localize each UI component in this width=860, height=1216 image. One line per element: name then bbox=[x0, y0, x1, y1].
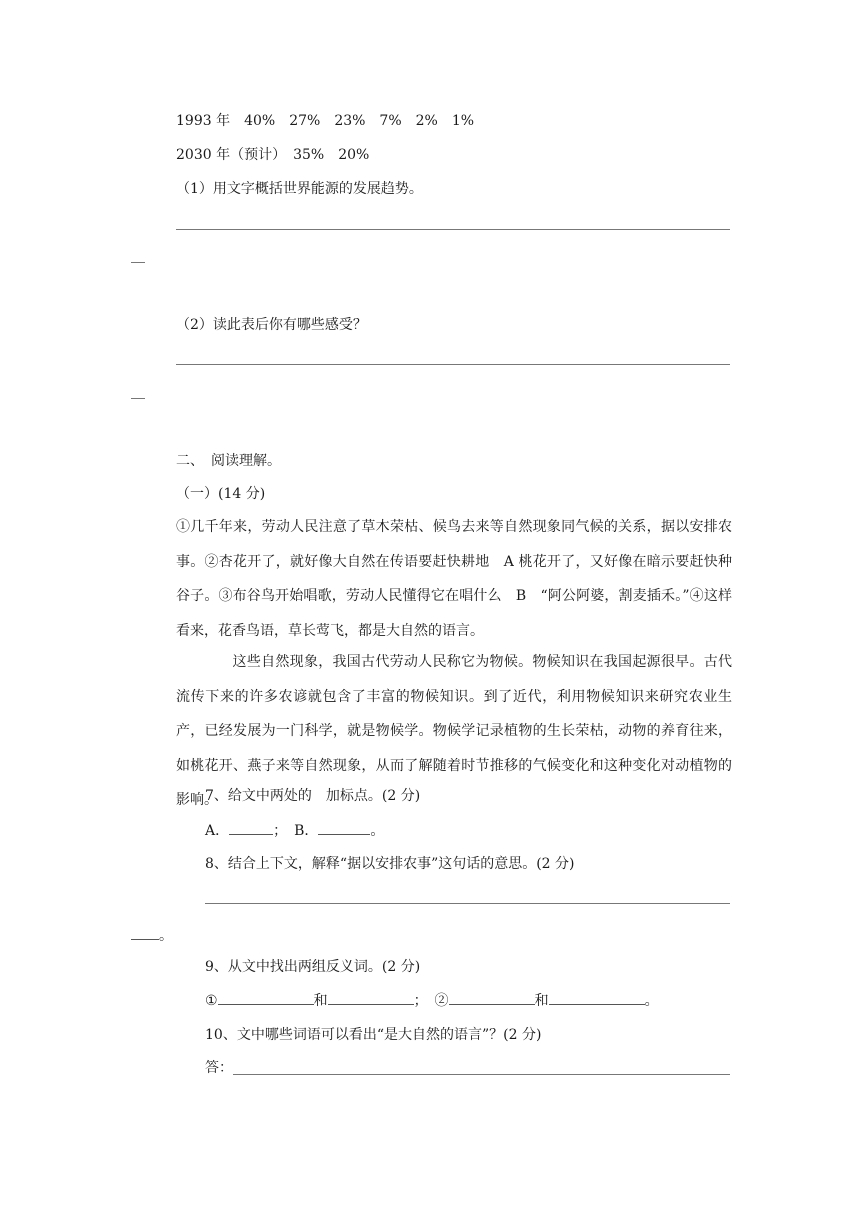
section-heading: 二、 阅读理解。 bbox=[176, 453, 281, 469]
q9-and-2: 和 bbox=[534, 993, 549, 1009]
question-10-answer-label: 答： bbox=[205, 1060, 233, 1076]
q9-blank-1b[interactable] bbox=[328, 990, 414, 1005]
question-10: 10、文中哪些词语可以看出“是大自然的语言”？(2 分) bbox=[205, 1027, 542, 1043]
table-row-2030: 2030 年（预计） 35% 20% bbox=[176, 147, 370, 163]
question-8: 8、结合上下文，解释“据以安排农事”这句话的意思。(2 分) bbox=[205, 856, 575, 872]
passage-paragraph-1: ①几千年来，劳动人民注意了草木荣枯、候鸟去来等自然现象同气候的关系，据以安排农事。②杏花开了，就好像大自然在传语要赶快耕地 A 桃花开了，又好像在暗示要赶快种谷子。③布谷鸟开始唱歌，劳动人民懂得它在唱什么 B “阿公阿婆，割麦插禾。”④这样看来，花香鸟语，草长莺飞，都是大自然的语言。 bbox=[176, 519, 732, 639]
question-9-answer bbox=[205, 990, 659, 1011]
q9-and-1: 和 bbox=[313, 993, 328, 1009]
answer-line-8[interactable] bbox=[205, 903, 730, 904]
answer-line-2-tail bbox=[131, 398, 145, 399]
q9-blank-2b[interactable] bbox=[549, 990, 645, 1005]
passage-paragraph-2: 这些自然现象，我国古代劳动人民称它为物候。物候知识在我国起源很早。古代流传下来的许多农谚就包含了丰富的物候知识。到了近代，利用物候知识来研究农业生产，已经发展为一门科学，就是物候学。物候学记录植物的生长荣枯，动物的养育往来，如桃花开、燕子来等自然现象，从而了解随着时节推移的气候变化和这种变化对动植物的影响。 bbox=[176, 654, 732, 808]
subsection-heading: （一）(14 分) bbox=[176, 486, 266, 502]
question-7-answer bbox=[205, 820, 384, 841]
q7-end: 。 bbox=[370, 823, 385, 839]
q7-separator: ； B． bbox=[273, 823, 319, 839]
q9-end: 。 bbox=[644, 993, 659, 1009]
question-1: （1）用文字概括世界能源的发展趋势。 bbox=[176, 181, 423, 197]
answer-line-10[interactable] bbox=[233, 1074, 730, 1075]
q9-circle-1: ① bbox=[205, 993, 218, 1009]
question-2: （2）读此表后你有哪些感受？ bbox=[176, 317, 367, 333]
answer-line-8-tail bbox=[131, 925, 173, 946]
table-row-1993: 1993 年 40% 27% 23% 7% 2% 1% bbox=[176, 113, 475, 129]
q7-label-a: A． bbox=[205, 823, 230, 839]
answer-line-2[interactable] bbox=[176, 364, 730, 365]
q9-blank-2a[interactable] bbox=[449, 990, 535, 1005]
q7-blank-b[interactable] bbox=[318, 820, 370, 835]
q9-blank-1a[interactable] bbox=[218, 990, 314, 1005]
question-7: 7、给文中两处的 加标点。(2 分) bbox=[205, 788, 421, 804]
answer-line-1[interactable] bbox=[176, 229, 730, 230]
question-9: 9、从文中找出两组反义词。(2 分) bbox=[205, 959, 421, 975]
answer-line-1-tail bbox=[131, 262, 145, 263]
q9-separator: ； ② bbox=[413, 993, 449, 1009]
q8-blank-tail[interactable] bbox=[131, 925, 159, 940]
q8-end: 。 bbox=[159, 928, 173, 944]
q7-blank-a[interactable] bbox=[229, 820, 273, 835]
